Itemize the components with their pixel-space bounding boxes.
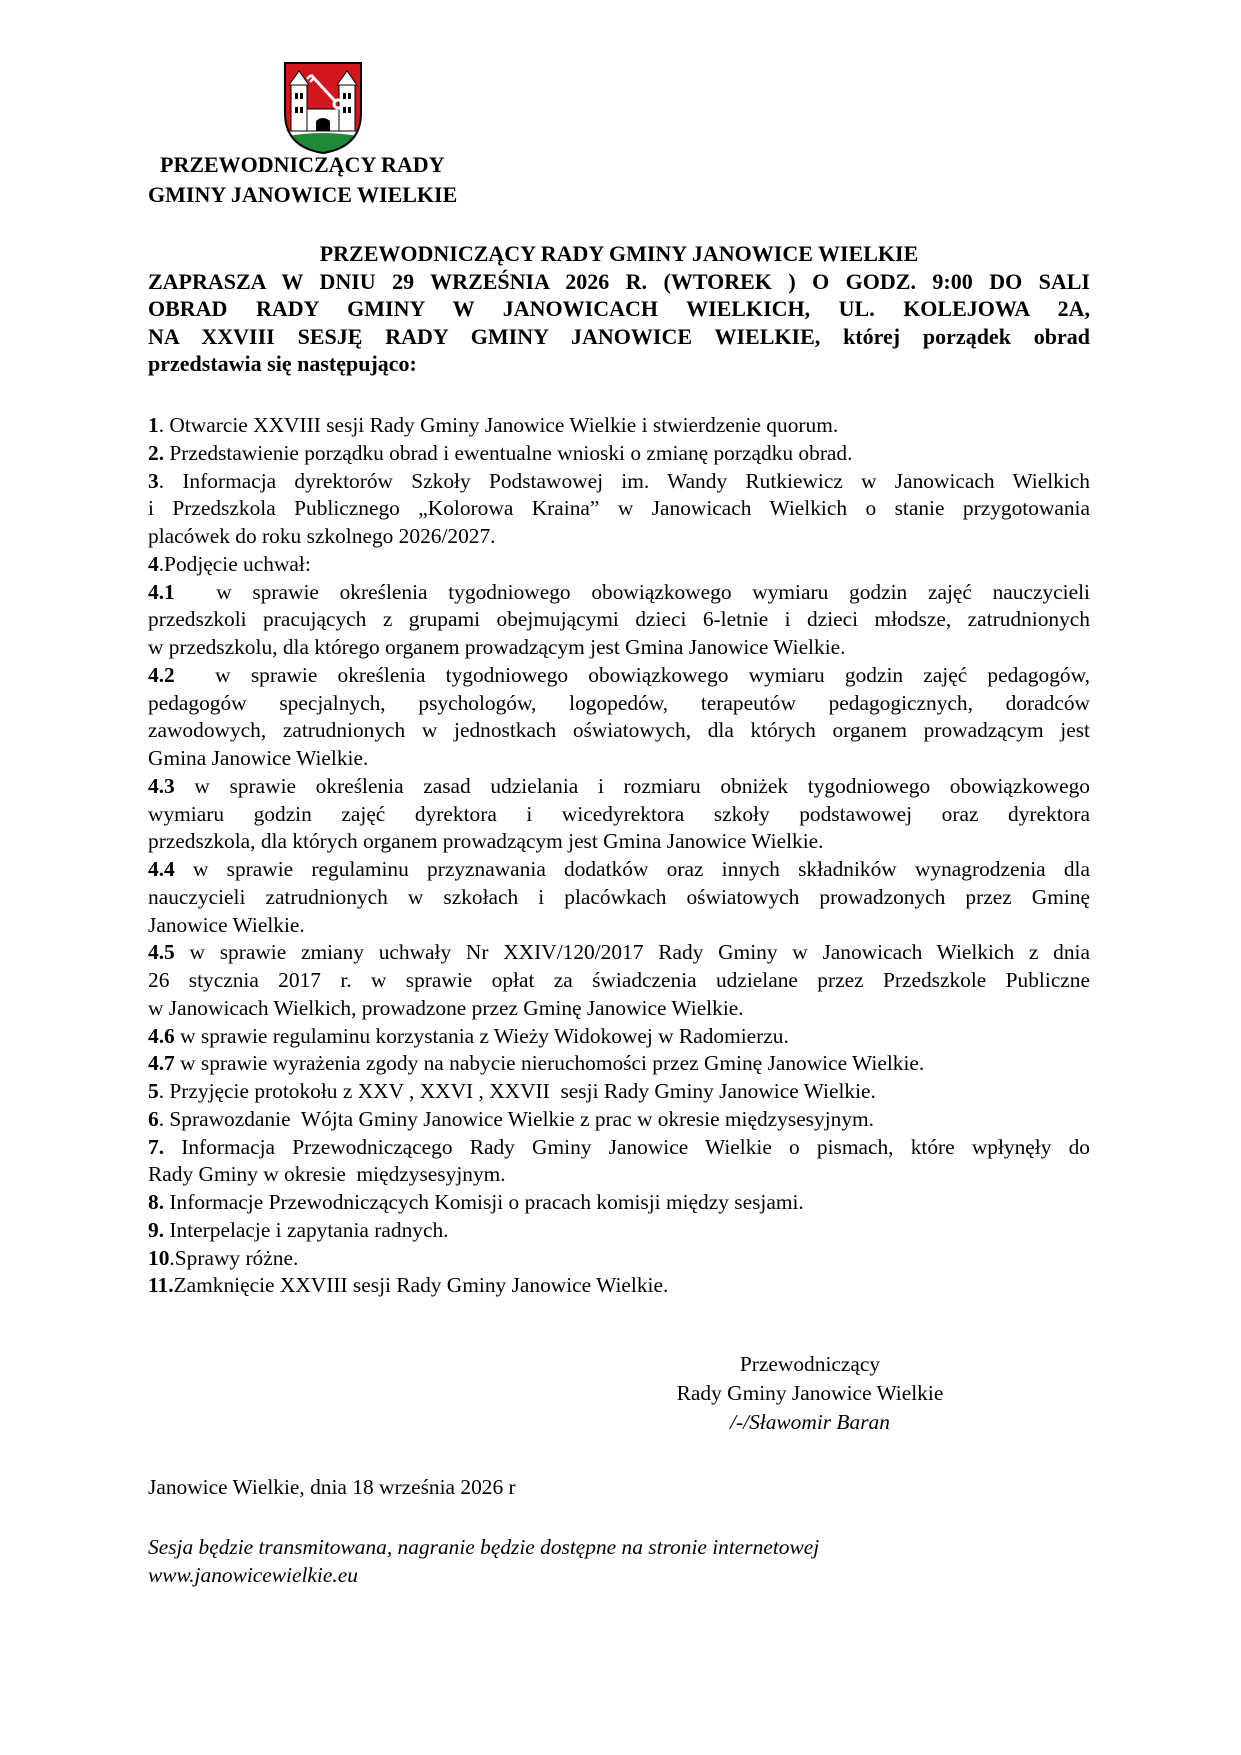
agenda-item <box>148 1050 1090 1078</box>
agenda-item <box>148 662 1090 773</box>
agenda-item-text: . Sprawozdanie Wójta Gminy Janowice Wielkie z prac w okresie międzysesyjnym. <box>158 1106 875 1131</box>
agenda-item-text: Interpelacje i zapytania radnych. <box>164 1217 449 1242</box>
agenda-item-line <box>148 690 1090 718</box>
agenda-item-number: 4.7 <box>148 1051 175 1076</box>
agenda-item-text: w sprawie zmiany uchwały Nr XXIV/120/2017 Rady Gminy w Janowicach Wielkich z dnia <box>174 940 1090 965</box>
agenda-item-text: w sprawie regulaminu korzystania z Wieży Widokowej w Radomierzu. <box>174 1023 789 1048</box>
agenda-item-number: 10 <box>148 1245 170 1270</box>
agenda-item-number: 4 <box>148 551 159 576</box>
agenda-item <box>148 856 1090 939</box>
agenda-item <box>148 468 1090 551</box>
signature-council: Rady Gminy Janowice Wielkie <box>676 1381 944 1405</box>
agenda-item-first-line <box>148 1245 1090 1273</box>
agenda-item-first-line <box>148 1217 1090 1245</box>
agenda-item-text: placówek do roku szkolnego 2026/2027. <box>148 524 496 548</box>
title-line-3: OBRAD RADY GMINY W JANOWICACH WIELKICH, UL. KOLEJOWA 2A, <box>148 296 1090 321</box>
agenda-item-line <box>148 912 1090 940</box>
agenda-item-first-line <box>148 1078 1090 1106</box>
website-link[interactable]: www.janowicewielkie.eu <box>148 1563 358 1587</box>
agenda-item-first-line <box>148 773 1090 801</box>
agenda-item-text: wymiaru godzin zajęć dyrektora i wicedyrektora szkoły podstawowej oraz dyrektora <box>148 801 1090 826</box>
invitation-title <box>148 240 1090 378</box>
agenda-item-text: Informacje Przewodniczących Komisji o pracach komisji między sesjami. <box>164 1190 804 1214</box>
agenda-item <box>148 551 1090 579</box>
agenda-item-number: 8. <box>148 1190 165 1214</box>
agenda-item <box>148 773 1090 856</box>
agenda-item-text: przedszkoli pracujących z grupami obejmującymi dzieci 6-letnie i dzieci młodsze, zatrudnionych <box>148 607 1090 632</box>
agenda-item-first-line <box>148 412 1090 440</box>
agenda-item-line <box>148 967 1090 995</box>
agenda-item <box>148 1189 1090 1217</box>
agenda-item-text: Gmina Janowice Wielkie. <box>148 746 369 770</box>
agenda-item-first-line <box>148 1134 1090 1162</box>
agenda-item-number: 11. <box>148 1273 174 1298</box>
agenda-item-first-line <box>148 1050 1090 1078</box>
agenda-item-text: w sprawie regulaminu przyznawania dodatków oraz innych składników wynagrodzenia dla <box>174 857 1090 881</box>
agenda-item-text: przedszkola, dla których organem prowadzącym jest Gmina Janowice Wielkie. <box>148 829 824 854</box>
agenda-item-line <box>148 884 1090 912</box>
agenda-item-number: 9. <box>148 1217 165 1242</box>
agenda-item-number: 3 <box>148 468 159 493</box>
agenda-item-first-line <box>148 1106 1090 1134</box>
agenda-item-text: w Janowicach Wielkich, prowadzone przez Gminę Janowice Wielkie. <box>148 995 744 1020</box>
title-line-4: NA XXVIII SESJĘ RADY GMINY JANOWICE WIELKIE, której porządek obrad <box>148 323 1090 349</box>
agenda-item-number: 4.1 <box>148 579 175 604</box>
agenda-item-line <box>148 1161 1090 1189</box>
agenda-item-text: w sprawie określenia tygodniowego obowiązkowego wymiaru godzin zajęć pedagogów, <box>174 662 1090 687</box>
agenda-item-number: 1 <box>148 413 159 437</box>
agenda-item <box>148 412 1090 440</box>
agenda-item-line <box>148 495 1090 523</box>
transmission-note <box>148 1533 819 1589</box>
agenda-item-number: 4.2 <box>148 662 175 687</box>
agenda-item-text: Informacja Przewodniczącego Rady Gminy Janowice Wielkie o pismach, które wpłynęły do <box>164 1134 1090 1159</box>
agenda-item <box>148 579 1090 662</box>
agenda-item-line <box>148 606 1090 634</box>
agenda-item-line <box>148 717 1090 745</box>
agenda-item-text: Janowice Wielkie. <box>148 912 305 937</box>
agenda-item-text: Przedstawienie porządku obrad i ewentualne wnioski o zmianę porządku obrad. <box>164 440 853 465</box>
agenda-item-text: w sprawie określenia zasad udzielania i rozmiaru obniżek tygodniowego obowiązkowego <box>174 773 1090 798</box>
agenda-item-line <box>148 745 1090 773</box>
agenda-item-first-line <box>148 468 1090 496</box>
agenda-item <box>148 1078 1090 1106</box>
agenda-item-text: nauczycieli zatrudnionych w szkołach i placówkach oświatowych prowadzonych przez Gminę <box>148 884 1090 909</box>
agenda-item-text: . Przyjęcie protokołu z XXV , XXVI , XXVII sesji Rady Gminy Janowice Wielkie. <box>158 1079 876 1103</box>
agenda-item-text: w przedszkolu, dla którego organem prowadzącym jest Gmina Janowice Wielkie. <box>148 635 846 659</box>
agenda-item-first-line <box>148 551 1090 579</box>
agenda-item-first-line <box>148 440 1090 468</box>
note-line-1: Sesja będzie transmitowana, nagranie będzie dostępne na stronie internetowej <box>148 1535 820 1559</box>
agenda-item-number: 4.4 <box>148 857 175 881</box>
agenda-item-line <box>148 828 1090 856</box>
header-line-2: GMINY JANOWICE WIELKIE <box>148 182 458 207</box>
agenda-item-number: 4.6 <box>148 1023 175 1048</box>
agenda-item-text: w sprawie określenia tygodniowego obowiązkowego wymiaru godzin zajęć nauczycieli <box>174 579 1090 604</box>
agenda-item <box>148 1272 1090 1300</box>
agenda-item-text: Rady Gminy w okresie międzysesyjnym. <box>148 1162 506 1187</box>
date-line: Janowice Wielkie, dnia 18 września 2026 r <box>148 1475 516 1499</box>
agenda-item-number: 2. <box>148 440 165 465</box>
agenda-item-first-line <box>148 579 1090 607</box>
agenda-list <box>148 412 1090 1300</box>
agenda-item-text: pedagogów specjalnych, psychologów, logopedów, terapeutów pedagogicznych, doradców <box>148 690 1090 715</box>
agenda-item <box>148 440 1090 468</box>
agenda-item <box>148 1217 1090 1245</box>
agenda-item <box>148 1106 1090 1134</box>
agenda-item-line <box>148 523 1090 551</box>
agenda-item-text: Zamknięcie XXVIII sesji Rady Gminy Janowice Wielkie. <box>173 1273 669 1298</box>
title-line-5: przedstawia się następująco: <box>148 351 417 376</box>
agenda-item-text: .Podjęcie uchwał: <box>158 551 311 576</box>
agenda-item-number: 6 <box>148 1106 159 1131</box>
agenda-item-number: 7. <box>148 1134 165 1159</box>
agenda-item-line <box>148 634 1090 662</box>
agenda-item-text: . Informacja dyrektorów Szkoły Podstawowej im. Wandy Rutkiewicz w Janowicach Wielkich <box>158 468 1090 493</box>
header-line-1: PRZEWODNICZĄCY RADY <box>160 152 445 177</box>
agenda-item-text: w sprawie wyrażenia zgody na nabycie nieruchomości przez Gminę Janowice Wielkie. <box>174 1051 925 1076</box>
agenda-item-first-line <box>148 1272 1090 1300</box>
agenda-item-text: .Sprawy różne. <box>169 1245 299 1270</box>
agenda-item-number: 5 <box>148 1079 159 1103</box>
agenda-item-first-line <box>148 1189 1090 1217</box>
title-line-1: PRZEWODNICZĄCY RADY GMINY JANOWICE WIELKIE <box>319 241 919 266</box>
title-line-2: ZAPRASZA W DNIU 29 WRZEŚNIA 2026 R. (WTOREK ) O GODZ. 9:00 DO SALI <box>148 268 1090 294</box>
agenda-item-line <box>148 801 1090 829</box>
agenda-item-first-line <box>148 1023 1090 1051</box>
coat-of-arms-icon <box>283 61 363 155</box>
agenda-item-number: 4.3 <box>148 773 175 798</box>
agenda-item-text: i Przedszkola Publicznego „Kolorowa Kraina” w Janowicach Wielkich o stanie przygotowania <box>148 496 1090 521</box>
agenda-item <box>148 1023 1090 1051</box>
agenda-item <box>148 1134 1090 1190</box>
signature-role: Przewodniczący <box>739 1352 881 1376</box>
agenda-item-first-line <box>148 856 1090 884</box>
signature-block <box>640 1350 980 1437</box>
agenda-item-first-line <box>148 939 1090 967</box>
agenda-item-first-line <box>148 662 1090 690</box>
agenda-item <box>148 1245 1090 1273</box>
agenda-item-text: zawodowych, zatrudnionych w jednostkach oświatowych, dla których organem prowadzącym jest <box>148 718 1090 743</box>
agenda-item-text: . Otwarcie XXVIII sesji Rady Gminy Janowice Wielkie i stwierdzenie quorum. <box>158 413 839 437</box>
agenda-item-text: 26 stycznia 2017 r. w sprawie opłat za świadczenia udzielane przez Przedszkole Publiczne <box>148 968 1090 992</box>
agenda-item <box>148 939 1090 1022</box>
signature-name: /-/Sławomir Baran <box>730 1410 890 1434</box>
agenda-item-number: 4.5 <box>148 940 175 965</box>
agenda-item-line <box>148 995 1090 1023</box>
